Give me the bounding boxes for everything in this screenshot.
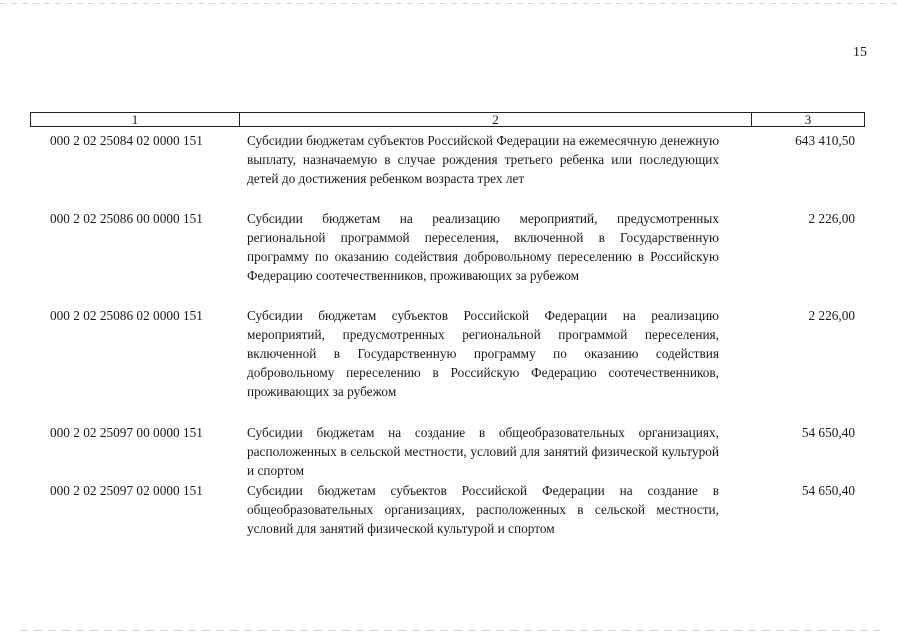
- budget-code: 000 2 02 25084 02 0000 151: [50, 133, 203, 148]
- row-description: Субсидии бюджетам субъектов Российской Федерации на создание в общеобразовательных организациях, расположенных в сельской местности, условий для занятий физической культурой и спортом: [247, 483, 719, 536]
- row-description: Субсидии бюджетам субъектов Российской Федерации на ежемесячную денежную выплату, назначаемую в случае рождения третьего ребенка или последующих детей до достижения ребенком возраста трех лет: [247, 133, 719, 186]
- row-amount: 2 226,00: [808, 308, 855, 323]
- row-amount: 2 226,00: [808, 211, 855, 226]
- page-number: 15: [853, 45, 867, 60]
- row-amount: 54 650,40: [801, 483, 855, 498]
- row-description: Субсидии бюджетам на реализацию мероприятий, предусмотренных региональной программой переселения, включенной в Государственную программу по оказанию содействия добровольному переселению в Российскую Федерацию соотечественников, проживающих за рубежом: [247, 211, 719, 283]
- budget-code: 000 2 02 25086 02 0000 151: [50, 308, 203, 323]
- column-header-3: 3: [804, 112, 812, 127]
- budget-code: 000 2 02 25097 00 0000 151: [50, 425, 203, 440]
- row-amount: 643 410,50: [795, 133, 855, 148]
- scan-artifact-bottom: [20, 630, 880, 631]
- column-header-2: 2: [240, 113, 752, 126]
- row-description: Субсидии бюджетам на создание в общеобразовательных организациях, расположенных в сельской местности, условий для занятий физической культурой и спортом: [247, 425, 719, 478]
- scan-artifact-top: [0, 3, 897, 4]
- budget-code: 000 2 02 25097 02 0000 151: [50, 483, 203, 498]
- table-header: [30, 112, 865, 127]
- row-description: Субсидии бюджетам субъектов Российской Федерации на реализацию мероприятий, предусмотренных региональной программой переселения, включенной в Государственную программу по оказанию содействия добровольному переселению в Российскую Федерацию соотечественников, проживающих за рубежом: [247, 308, 719, 399]
- column-header-1: 1: [31, 113, 240, 126]
- row-amount: 54 650,40: [801, 425, 855, 440]
- budget-code: 000 2 02 25086 00 0000 151: [50, 211, 203, 226]
